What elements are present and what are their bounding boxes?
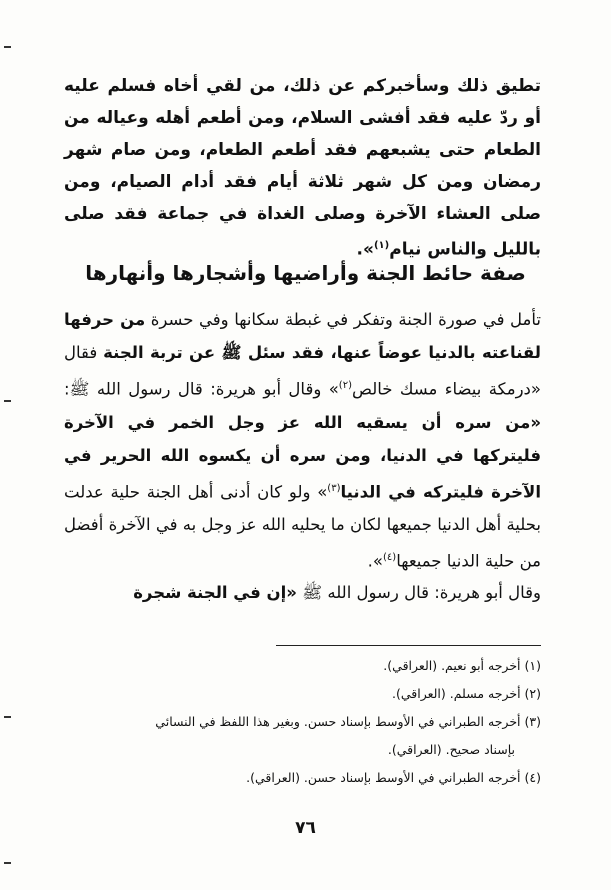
- footnote-ref: (٤): [383, 552, 397, 563]
- paragraph-sentence: » وقال أبو هريرة: قال رسول الله ﷺ:: [64, 379, 339, 399]
- section-heading: صفة حائط الجنة وأراضيها وأشجارها وأنهارها: [85, 261, 526, 285]
- hadith-quote: «إن في الجنة شجرة: [133, 583, 297, 602]
- opening-paragraph-text: تطيق ذلك وسأخبركم عن ذلك، من لقي أخاه فسلم عليه أو ردّ عليه فقد أفشى السلام، ومن أطعم أهله وعياله من الطعام حتى يشبعهم فقد أطعم الطعام، ومن صام شهر رمضان ومن كل شهر ثلاثة أيام فقد أدام الصيام، ومن صلى العشاء الآخرة وصلى الغداة في جماعة فقد صلى بالليل والناس نيام: [64, 76, 541, 260]
- margin-mark: [4, 862, 11, 864]
- paragraph-sentence: تأمل في صورة الجنة وتفكر في غبطة سكانها وفي حسرة: [150, 310, 541, 329]
- footnote-ref: (٢): [338, 380, 352, 391]
- footnote-2: (٢) أخرجه مسلم. (العراقي).: [391, 686, 541, 701]
- footnote-separator: [276, 645, 541, 646]
- footnotes: [64, 652, 541, 792]
- section-paragraph: [64, 303, 541, 578]
- footnote-3: (٣) أخرجه الطبراني في الأوسط بإسناد حسن. وبغير هذا اللفظ في النسائي: [155, 714, 541, 729]
- footnote-1: (١) أخرجه أبو نعيم. (العراقي).: [383, 658, 541, 673]
- margin-mark: [4, 716, 11, 718]
- page-number: ٧٦: [295, 818, 316, 838]
- quote-close: ».: [367, 551, 383, 571]
- paragraph-sentence: » ولو كان أدنى أهل الجنة حلية عدلت بحلية أهل الدنيا جميعها لكان ما يحليه الله عز وجل به في الآخرة أفضل من حلية الدنيا جميعها: [64, 482, 541, 571]
- paragraph-sentence: فقال «درمكة بيضاء مسك خالص: [64, 343, 541, 399]
- opening-paragraph: [64, 70, 541, 266]
- footnote-ref: (١): [373, 240, 390, 251]
- margin-mark: [4, 46, 11, 48]
- footnote-ref: (٣): [327, 482, 341, 494]
- margin-mark: [4, 400, 11, 402]
- paragraph-sentence: وقال أبو هريرة: قال رسول الله ﷺ: [302, 583, 541, 602]
- hadith-quote: «من سره أن يسقيه الله عز وجل الخمر في الآخرة فليتركها في الدنيا، ومن سره أن يكسوه الله الحرير في الآخرة فليتركه في الدنيا: [64, 412, 541, 501]
- closing-paragraph: [64, 576, 541, 609]
- paragraph-sentence: من حرفها لقناعته بالدنيا عوضاً عنها، فقد سئل ﷺ عن تربة الجنة: [64, 310, 541, 362]
- footnote-4: (٤) أخرجه الطبراني في الأوسط بإسناد حسن. (العراقي).: [246, 770, 541, 785]
- footnote-3-continuation: بإسناد صحيح. (العراقي).: [387, 742, 515, 757]
- quote-close: ».: [356, 239, 374, 260]
